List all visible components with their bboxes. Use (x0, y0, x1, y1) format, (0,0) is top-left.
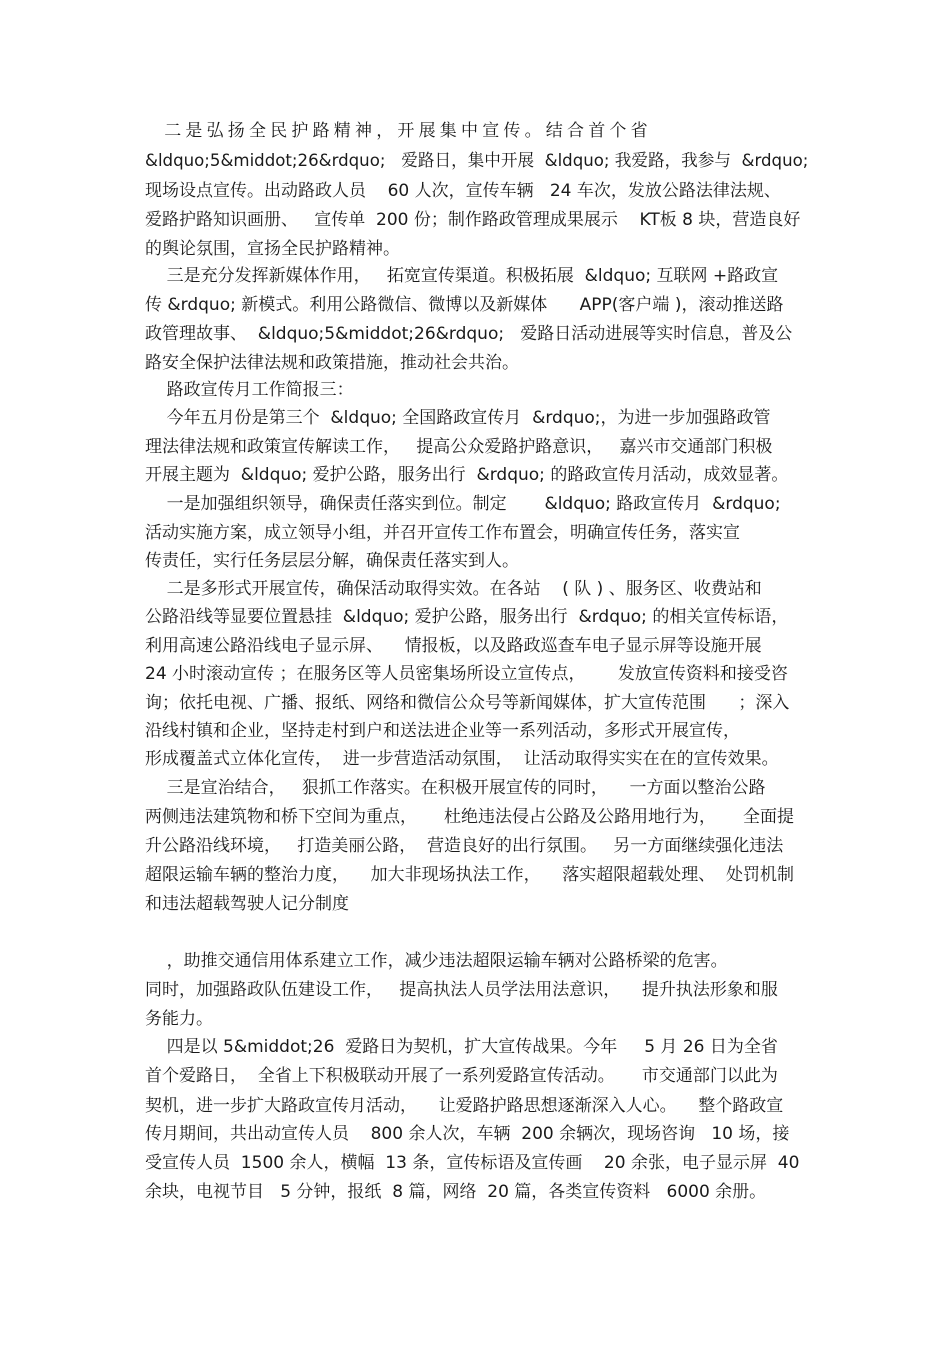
text-line: 爱路护路知识画册、 宣传单 200 份；制作路政管理成果展示 KT板 8 块，营造良好 (145, 210, 801, 230)
text-line: 受宣传人员 1500 余人，横幅 13 条，宣传标语及宣传画 20 余张，电子显示屏 40 (145, 1153, 800, 1173)
text-line: 24 小时滚动宣传 ；在服务区等人员密集场所设立宣传点， 发放宣传资料和接受咨 (145, 664, 788, 684)
text-line: 传 &rdquo; 新模式。利用公路微信、微博以及新媒体 APP(客户端 )，滚动推送路 (145, 295, 784, 315)
text-line: 理法律法规和政策宣传解读工作， 提高公众爱路护路意识， 嘉兴市交通部门积极 (145, 437, 773, 457)
text-line: 契机，进一步扩大路政宣传月活动， 让爱路护路思想逐渐深入人心。 整个路政宣 (145, 1096, 784, 1116)
text-line: 和违法超载驾驶人记分制度 (145, 894, 349, 914)
text-line: 路安全保护法律法规和政策措施，推动社会共治。 (145, 353, 519, 373)
text-line: 形成覆盖式立体化宣传， 进一步营造活动氛围， 让活动取得实实在在的宣传效果。 (145, 749, 779, 769)
text-line: 余块，电视节目 5 分钟，报纸 8 篇，网络 20 篇，各类宣传资料 6000 余册。 (145, 1182, 767, 1202)
text-line: 二是弘扬全民护路精神，开展集中宣传。结合首个省 (145, 121, 652, 141)
text-line: 四是以 5&middot;26 爱路日为契机，扩大宣传战果。今年 5 月 26 日为全省 (145, 1037, 778, 1057)
text-line: 二是多形式开展宣传，确保活动取得实效。在各站 ( 队 ) 、服务区、收费站和 (145, 579, 762, 599)
section-heading: 路政宣传月工作简报三： (145, 380, 354, 400)
text-line: 两侧违法建筑物和桥下空间为重点， 杜绝违法侵占公路及公路用地行为， 全面提 (145, 807, 795, 827)
text-line: 超限运输车辆的整治力度， 加大非现场执法工作， 落实超限超载处理、 处罚机制 (145, 865, 795, 885)
text-line: 三是充分发挥新媒体作用， 拓宽宣传渠道。积极拓展 &ldquo; 互联网 +路政宣 (145, 266, 779, 286)
text-line: 务能力。 (145, 1009, 213, 1029)
text-line: 同时，加强路政队伍建设工作， 提高执法人员学法用法意识， 提升执法形象和服 (145, 980, 778, 1000)
text-line: 首个爱路日， 全省上下积极联动开展了一系列爱路宣传活动。 市交通部门以此为 (145, 1066, 778, 1086)
text-line: 升公路沿线环境， 打造美丽公路， 营造良好的出行氛围。 另一方面继续强化违法 (145, 836, 784, 856)
text-line: 一是加强组织领导，确保责任落实到位。制定 &ldquo; 路政宣传月 &rdquo; (145, 494, 781, 514)
text-line: 传月期间，共出动宣传人员 800 余人次，车辆 200 余辆次，现场咨询 10 场，接 (145, 1124, 790, 1144)
text-line: ，助推交通信用体系建立工作，减少违法超限运输车辆对公路桥梁的危害。 (145, 951, 728, 971)
text-line: 三是宣治结合， 狠抓工作落实。在积极开展宣传的同时， 一方面以整治公路 (145, 778, 766, 798)
text-line: 询；依托电视、广播、报纸、网络和微信公众号等新闻媒体，扩大宣传范围 ；深入 (145, 693, 790, 713)
text-line: 传责任，实行任务层层分解，确保责任落实到人。 (145, 551, 519, 571)
text-line: 开展主题为 &ldquo; 爱护公路，服务出行 &rdquo; 的路政宣传月活动，成效显著。 (145, 465, 789, 485)
text-line: 公路沿线等显要位置悬挂 &ldquo; 爱护公路，服务出行 &rdquo; 的相关宣传标语， (145, 607, 789, 627)
text-line: 今年五月份是第三个 &ldquo; 全国路政宣传月 &rdquo;，为进一步加强路政管 (145, 408, 771, 428)
text-line: 政管理故事、 &ldquo;5&middot;26&rdquo; 爱路日活动进展等实时信息，普及公 (145, 324, 793, 344)
text-line: 利用高速公路沿线电子显示屏、 情报板，以及路政巡查车电子显示屏等设施开展 (145, 636, 762, 656)
text-line: &ldquo;5&middot;26&rdquo; 爱路日，集中开展 &ldquo; 我爱路，我参与 &rdquo; (145, 151, 809, 171)
text-line: 沿线村镇和企业，坚持走村到户和送法进企业等一系列活动，多形式开展宣传， (145, 721, 740, 741)
text-line: 活动实施方案，成立领导小组，并召开宣传工作布置会，明确宣传任务，落实宣 (145, 523, 740, 543)
text-line: 的舆论氛围，宣扬全民护路精神。 (145, 239, 400, 259)
text-line: 现场设点宣传。出动路政人员 60 人次，宣传车辆 24 车次，发放公路法律法规、 (145, 181, 781, 201)
